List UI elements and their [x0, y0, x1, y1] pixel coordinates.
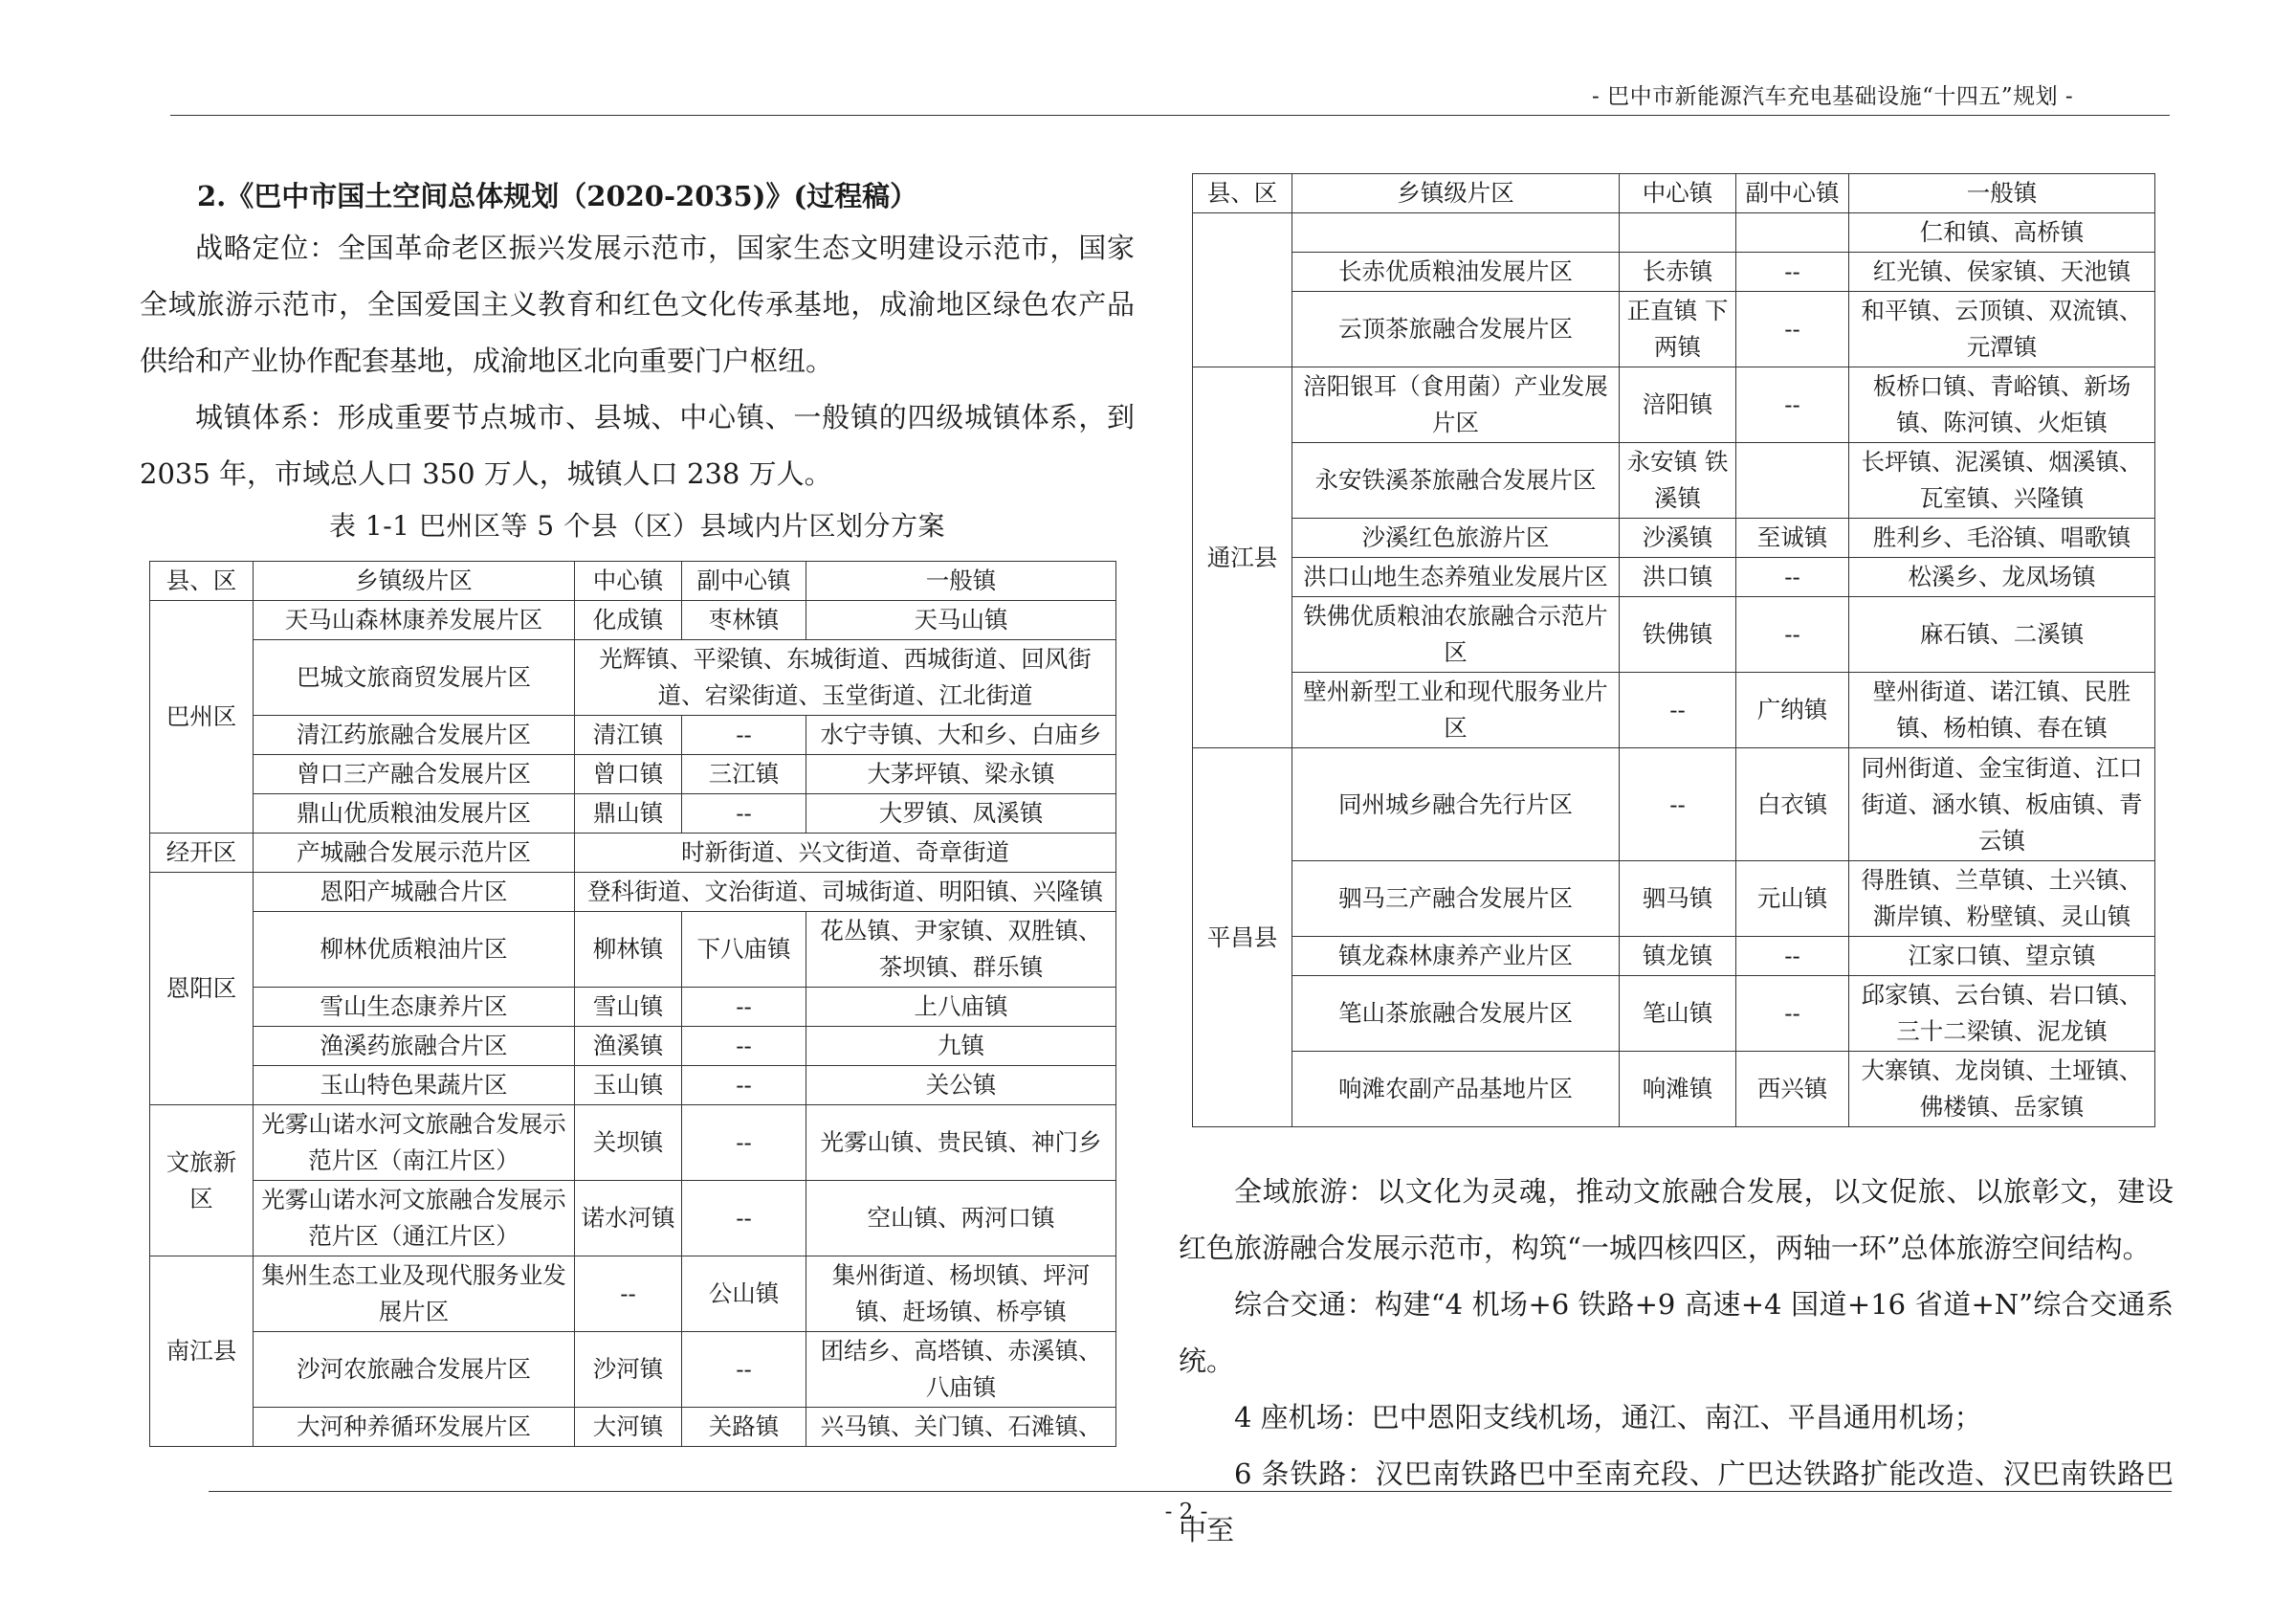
county-cell: 经开区 — [150, 834, 254, 873]
header-rule — [170, 115, 2170, 116]
area-cell: 涪阳银耳（食用菌）产业发展片区 — [1292, 367, 1620, 443]
sub-center-town-cell: 西兴镇 — [1736, 1052, 1849, 1127]
col-header-sub-center-town: 副中心镇 — [682, 562, 806, 601]
center-town-cell: 镇龙镇 — [1620, 937, 1736, 976]
area-cell: 清江药旅融合发展片区 — [254, 716, 575, 755]
tourism-paragraph: 全域旅游：以文化为灵魂，推动文旅融合发展，以文促旅、以旅彰文，建设红色旅游融合发展示范市，构筑“一城四核四区，两轴一环”总体旅游空间结构。 — [1179, 1175, 2174, 1264]
general-town-cell: 大寨镇、龙岗镇、土垭镇、佛楼镇、岳家镇 — [1849, 1052, 2155, 1127]
district-plan-table-right — [1192, 173, 2155, 1127]
table-row — [150, 988, 1116, 1027]
area-cell: 雪山生态康养片区 — [254, 988, 575, 1027]
center-town-cell: 化成镇 — [575, 601, 682, 640]
table-row — [1193, 213, 2155, 253]
sub-center-town-cell: -- — [682, 1105, 806, 1181]
town-list-cell: 时新街道、兴文街道、奇章街道 — [575, 834, 1116, 873]
area-cell: 光雾山诺水河文旅融合发展示范片区（通江片区） — [254, 1181, 575, 1256]
center-town-cell: 驷马镇 — [1620, 861, 1736, 937]
center-town-cell: 鼎山镇 — [575, 794, 682, 834]
center-town-cell — [1620, 213, 1736, 253]
general-town-cell: 团结乡、高塔镇、赤溪镇、八庙镇 — [806, 1332, 1116, 1408]
area-cell — [1292, 213, 1620, 253]
area-cell: 铁佛优质粮油农旅融合示范片区 — [1292, 597, 1620, 673]
general-town-cell: 仁和镇、高桥镇 — [1849, 213, 2155, 253]
footer-rule — [209, 1491, 2172, 1492]
sub-center-town-cell: -- — [1736, 292, 1849, 367]
center-town-cell: 洪口镇 — [1620, 558, 1736, 597]
table-row — [150, 1256, 1116, 1332]
general-town-cell: 九镇 — [806, 1027, 1116, 1066]
sub-center-town-cell: 三江镇 — [682, 755, 806, 794]
sub-center-town-cell: -- — [1736, 367, 1849, 443]
right-column — [1179, 1164, 2174, 1559]
sub-center-town-cell: -- — [1736, 937, 1849, 976]
sub-center-town-cell: -- — [682, 988, 806, 1027]
county-cell: 平昌县 — [1193, 748, 1292, 1127]
table-row — [150, 1408, 1116, 1447]
table-row — [150, 716, 1116, 755]
table-caption: 表 1-1 巴州区等 5 个县（区）县域内片区划分方案 — [328, 510, 945, 542]
table-row — [150, 912, 1116, 988]
area-cell: 永安铁溪茶旅融合发展片区 — [1292, 443, 1620, 519]
general-town-cell: 和平镇、云顶镇、双流镇、元潭镇 — [1849, 292, 2155, 367]
col-header-county: 县、区 — [1193, 174, 1292, 213]
table-row — [150, 1027, 1116, 1066]
table-row — [1193, 673, 2155, 748]
center-town-cell: 永安镇 铁溪镇 — [1620, 443, 1736, 519]
county-cell: 南江县 — [150, 1256, 254, 1447]
area-cell: 沙河农旅融合发展片区 — [254, 1332, 575, 1408]
center-town-cell: 沙河镇 — [575, 1332, 682, 1408]
table-row — [1193, 597, 2155, 673]
table-row — [1193, 519, 2155, 558]
col-header-county: 县、区 — [150, 562, 254, 601]
center-town-cell: 长赤镇 — [1620, 253, 1736, 292]
general-town-cell: 麻石镇、二溪镇 — [1849, 597, 2155, 673]
table-row — [150, 1332, 1116, 1408]
transport-paragraph: 综合交通：构建“4 机场+6 铁路+9 高速+4 国道+16 省道+N”综合交通系统。 — [1179, 1288, 2174, 1377]
col-header-general-town: 一般镇 — [806, 562, 1116, 601]
sub-center-town-cell: -- — [1736, 597, 1849, 673]
section-title: 2.《巴中市国土空间总体规划（2020-2035)》(过程稿） — [197, 180, 918, 212]
center-town-cell: 大河镇 — [575, 1408, 682, 1447]
center-town-cell: 诺水河镇 — [575, 1181, 682, 1256]
area-cell: 笔山茶旅融合发展片区 — [1292, 976, 1620, 1052]
sub-center-town-cell: -- — [682, 794, 806, 834]
center-town-cell: 笔山镇 — [1620, 976, 1736, 1052]
table-row — [1193, 748, 2155, 861]
table-row — [1193, 1052, 2155, 1127]
general-town-cell: 花丛镇、尹家镇、双胜镇、茶坝镇、群乐镇 — [806, 912, 1116, 988]
table-row — [150, 834, 1116, 873]
general-town-cell: 空山镇、两河口镇 — [806, 1181, 1116, 1256]
sub-center-town-cell — [1736, 213, 1849, 253]
county-cell — [1193, 213, 1292, 367]
area-cell: 巴城文旅商贸发展片区 — [254, 640, 575, 716]
center-town-cell: 铁佛镇 — [1620, 597, 1736, 673]
sub-center-town-cell: 广纳镇 — [1736, 673, 1849, 748]
table-row — [150, 1105, 1116, 1181]
area-cell: 玉山特色果蔬片区 — [254, 1066, 575, 1105]
area-cell: 沙溪红色旅游片区 — [1292, 519, 1620, 558]
general-town-cell: 同州街道、金宝街道、江口街道、涵水镇、板庙镇、青云镇 — [1849, 748, 2155, 861]
area-cell: 产城融合发展示范片区 — [254, 834, 575, 873]
area-cell: 洪口山地生态养殖业发展片区 — [1292, 558, 1620, 597]
center-town-cell: 雪山镇 — [575, 988, 682, 1027]
sub-center-town-cell: 枣林镇 — [682, 601, 806, 640]
area-cell: 鼎山优质粮油发展片区 — [254, 794, 575, 834]
center-town-cell: 关坝镇 — [575, 1105, 682, 1181]
town-list-cell: 登科街道、文治街道、司城街道、明阳镇、兴隆镇 — [575, 873, 1116, 912]
general-town-cell: 邱家镇、云台镇、岩口镇、三十二梁镇、泥龙镇 — [1849, 976, 2155, 1052]
page-number: - 2 - — [1164, 1500, 1208, 1524]
sub-center-town-cell: 白衣镇 — [1736, 748, 1849, 861]
strategy-paragraph: 战略定位：全国革命老区振兴发展示范市，国家生态文明建设示范市，国家全域旅游示范市，全国爱国主义教育和红色文化传承基地，成渝地区绿色农产品供给和产业协作配套基地，成渝地区北向重要门户枢纽。 — [140, 232, 1135, 377]
general-town-cell: 大罗镇、凤溪镇 — [806, 794, 1116, 834]
center-town-cell: 曾口镇 — [575, 755, 682, 794]
area-cell: 同州城乡融合先行片区 — [1292, 748, 1620, 861]
area-cell: 曾口三产融合发展片区 — [254, 755, 575, 794]
sub-center-town-cell: 至诚镇 — [1736, 519, 1849, 558]
table-header-row — [1193, 174, 2155, 213]
table-row — [1193, 443, 2155, 519]
table-row — [1193, 367, 2155, 443]
sub-center-town-cell: 关路镇 — [682, 1408, 806, 1447]
table-row — [150, 1066, 1116, 1105]
center-town-cell: 玉山镇 — [575, 1066, 682, 1105]
center-town-cell: 渔溪镇 — [575, 1027, 682, 1066]
table-row — [1193, 558, 2155, 597]
table-header-row — [150, 562, 1116, 601]
col-header-center-town: 中心镇 — [1620, 174, 1736, 213]
center-town-cell: -- — [575, 1256, 682, 1332]
table-row — [1193, 292, 2155, 367]
general-town-cell: 红光镇、侯家镇、天池镇 — [1849, 253, 2155, 292]
sub-center-town-cell: -- — [682, 1181, 806, 1256]
col-header-area: 乡镇级片区 — [254, 562, 575, 601]
town-list-cell: 光辉镇、平梁镇、东城街道、西城街道、回风街道、宕梁街道、玉堂街道、江北街道 — [575, 640, 1116, 716]
table-row — [150, 601, 1116, 640]
railways-paragraph: 6 条铁路：汉巴南铁路巴中至南充段、广巴达铁路扩能改造、汉巴南铁路巴中至 — [1179, 1457, 2174, 1546]
sub-center-town-cell: -- — [682, 1066, 806, 1105]
area-cell: 镇龙森林康养产业片区 — [1292, 937, 1620, 976]
general-town-cell: 板桥口镇、青峪镇、新场镇、陈河镇、火炬镇 — [1849, 367, 2155, 443]
center-town-cell: -- — [1620, 748, 1736, 861]
general-town-cell: 光雾山镇、贵民镇、神门乡 — [806, 1105, 1116, 1181]
area-cell: 光雾山诺水河文旅融合发展示范片区（南江片区） — [254, 1105, 575, 1181]
area-cell: 恩阳产城融合片区 — [254, 873, 575, 912]
area-cell: 大河种养循环发展片区 — [254, 1408, 575, 1447]
general-town-cell: 得胜镇、兰草镇、土兴镇、澌岸镇、粉壁镇、灵山镇 — [1849, 861, 2155, 937]
table-row — [150, 1181, 1116, 1256]
center-town-cell: 柳林镇 — [575, 912, 682, 988]
area-cell: 长赤优质粮油发展片区 — [1292, 253, 1620, 292]
table-row — [150, 873, 1116, 912]
county-cell: 通江县 — [1193, 367, 1292, 748]
table-row — [1193, 937, 2155, 976]
table-row — [1193, 253, 2155, 292]
sub-center-town-cell: -- — [1736, 976, 1849, 1052]
county-cell: 巴州区 — [150, 601, 254, 834]
general-town-cell: 江家口镇、望京镇 — [1849, 937, 2155, 976]
col-header-general-town: 一般镇 — [1849, 174, 2155, 213]
sub-center-town-cell — [1736, 443, 1849, 519]
sub-center-town-cell: -- — [1736, 558, 1849, 597]
sub-center-town-cell: 下八庙镇 — [682, 912, 806, 988]
area-cell: 云顶茶旅融合发展片区 — [1292, 292, 1620, 367]
col-header-center-town: 中心镇 — [575, 562, 682, 601]
sub-center-town-cell: -- — [682, 1027, 806, 1066]
table-row — [150, 755, 1116, 794]
county-cell: 恩阳区 — [150, 873, 254, 1105]
center-town-cell: 响滩镇 — [1620, 1052, 1736, 1127]
center-town-cell: 正直镇 下两镇 — [1620, 292, 1736, 367]
area-cell: 壁州新型工业和现代服务业片区 — [1292, 673, 1620, 748]
airports-paragraph: 4 座机场：巴中恩阳支线机场，通江、南江、平昌通用机场； — [1234, 1401, 1982, 1434]
general-town-cell: 松溪乡、龙凤场镇 — [1849, 558, 2155, 597]
sub-center-town-cell: -- — [682, 1332, 806, 1408]
general-town-cell: 关公镇 — [806, 1066, 1116, 1105]
table-row — [150, 640, 1116, 716]
left-column — [140, 172, 1135, 554]
center-town-cell: 清江镇 — [575, 716, 682, 755]
general-town-cell: 大茅坪镇、梁永镇 — [806, 755, 1116, 794]
area-cell: 响滩农副产品基地片区 — [1292, 1052, 1620, 1127]
town-system-paragraph: 城镇体系：形成重要节点城市、县城、中心镇、一般镇的四级城镇体系，到 2035 年，市域总人口 350 万人，城镇人口 238 万人。 — [140, 401, 1135, 490]
center-town-cell: -- — [1620, 673, 1736, 748]
sub-center-town-cell: 公山镇 — [682, 1256, 806, 1332]
page-header: - 巴中市新能源汽车充电基础设施“十四五”规划 - — [1592, 84, 2074, 109]
sub-center-town-cell: -- — [1736, 253, 1849, 292]
table-row — [1193, 976, 2155, 1052]
general-town-cell: 集州街道、杨坝镇、坪河镇、赶场镇、桥亭镇 — [806, 1256, 1116, 1332]
table-row — [1193, 861, 2155, 937]
general-town-cell: 胜利乡、毛浴镇、唱歌镇 — [1849, 519, 2155, 558]
general-town-cell: 水宁寺镇、大和乡、白庙乡 — [806, 716, 1116, 755]
center-town-cell: 涪阳镇 — [1620, 367, 1736, 443]
district-plan-table-left — [149, 561, 1116, 1447]
col-header-area: 乡镇级片区 — [1292, 174, 1620, 213]
area-cell: 天马山森林康养发展片区 — [254, 601, 575, 640]
sub-center-town-cell: 元山镇 — [1736, 861, 1849, 937]
area-cell: 柳林优质粮油片区 — [254, 912, 575, 988]
area-cell: 集州生态工业及现代服务业发展片区 — [254, 1256, 575, 1332]
general-town-cell: 上八庙镇 — [806, 988, 1116, 1027]
col-header-sub-center-town: 副中心镇 — [1736, 174, 1849, 213]
general-town-cell: 天马山镇 — [806, 601, 1116, 640]
area-cell: 驷马三产融合发展片区 — [1292, 861, 1620, 937]
county-cell: 文旅新区 — [150, 1105, 254, 1256]
center-town-cell: 沙溪镇 — [1620, 519, 1736, 558]
area-cell: 渔溪药旅融合片区 — [254, 1027, 575, 1066]
general-town-cell: 兴马镇、关门镇、石滩镇、 — [806, 1408, 1116, 1447]
table-row — [150, 794, 1116, 834]
general-town-cell: 壁州街道、诺江镇、民胜镇、杨柏镇、春在镇 — [1849, 673, 2155, 748]
sub-center-town-cell: -- — [682, 716, 806, 755]
general-town-cell: 长坪镇、泥溪镇、烟溪镇、瓦室镇、兴隆镇 — [1849, 443, 2155, 519]
